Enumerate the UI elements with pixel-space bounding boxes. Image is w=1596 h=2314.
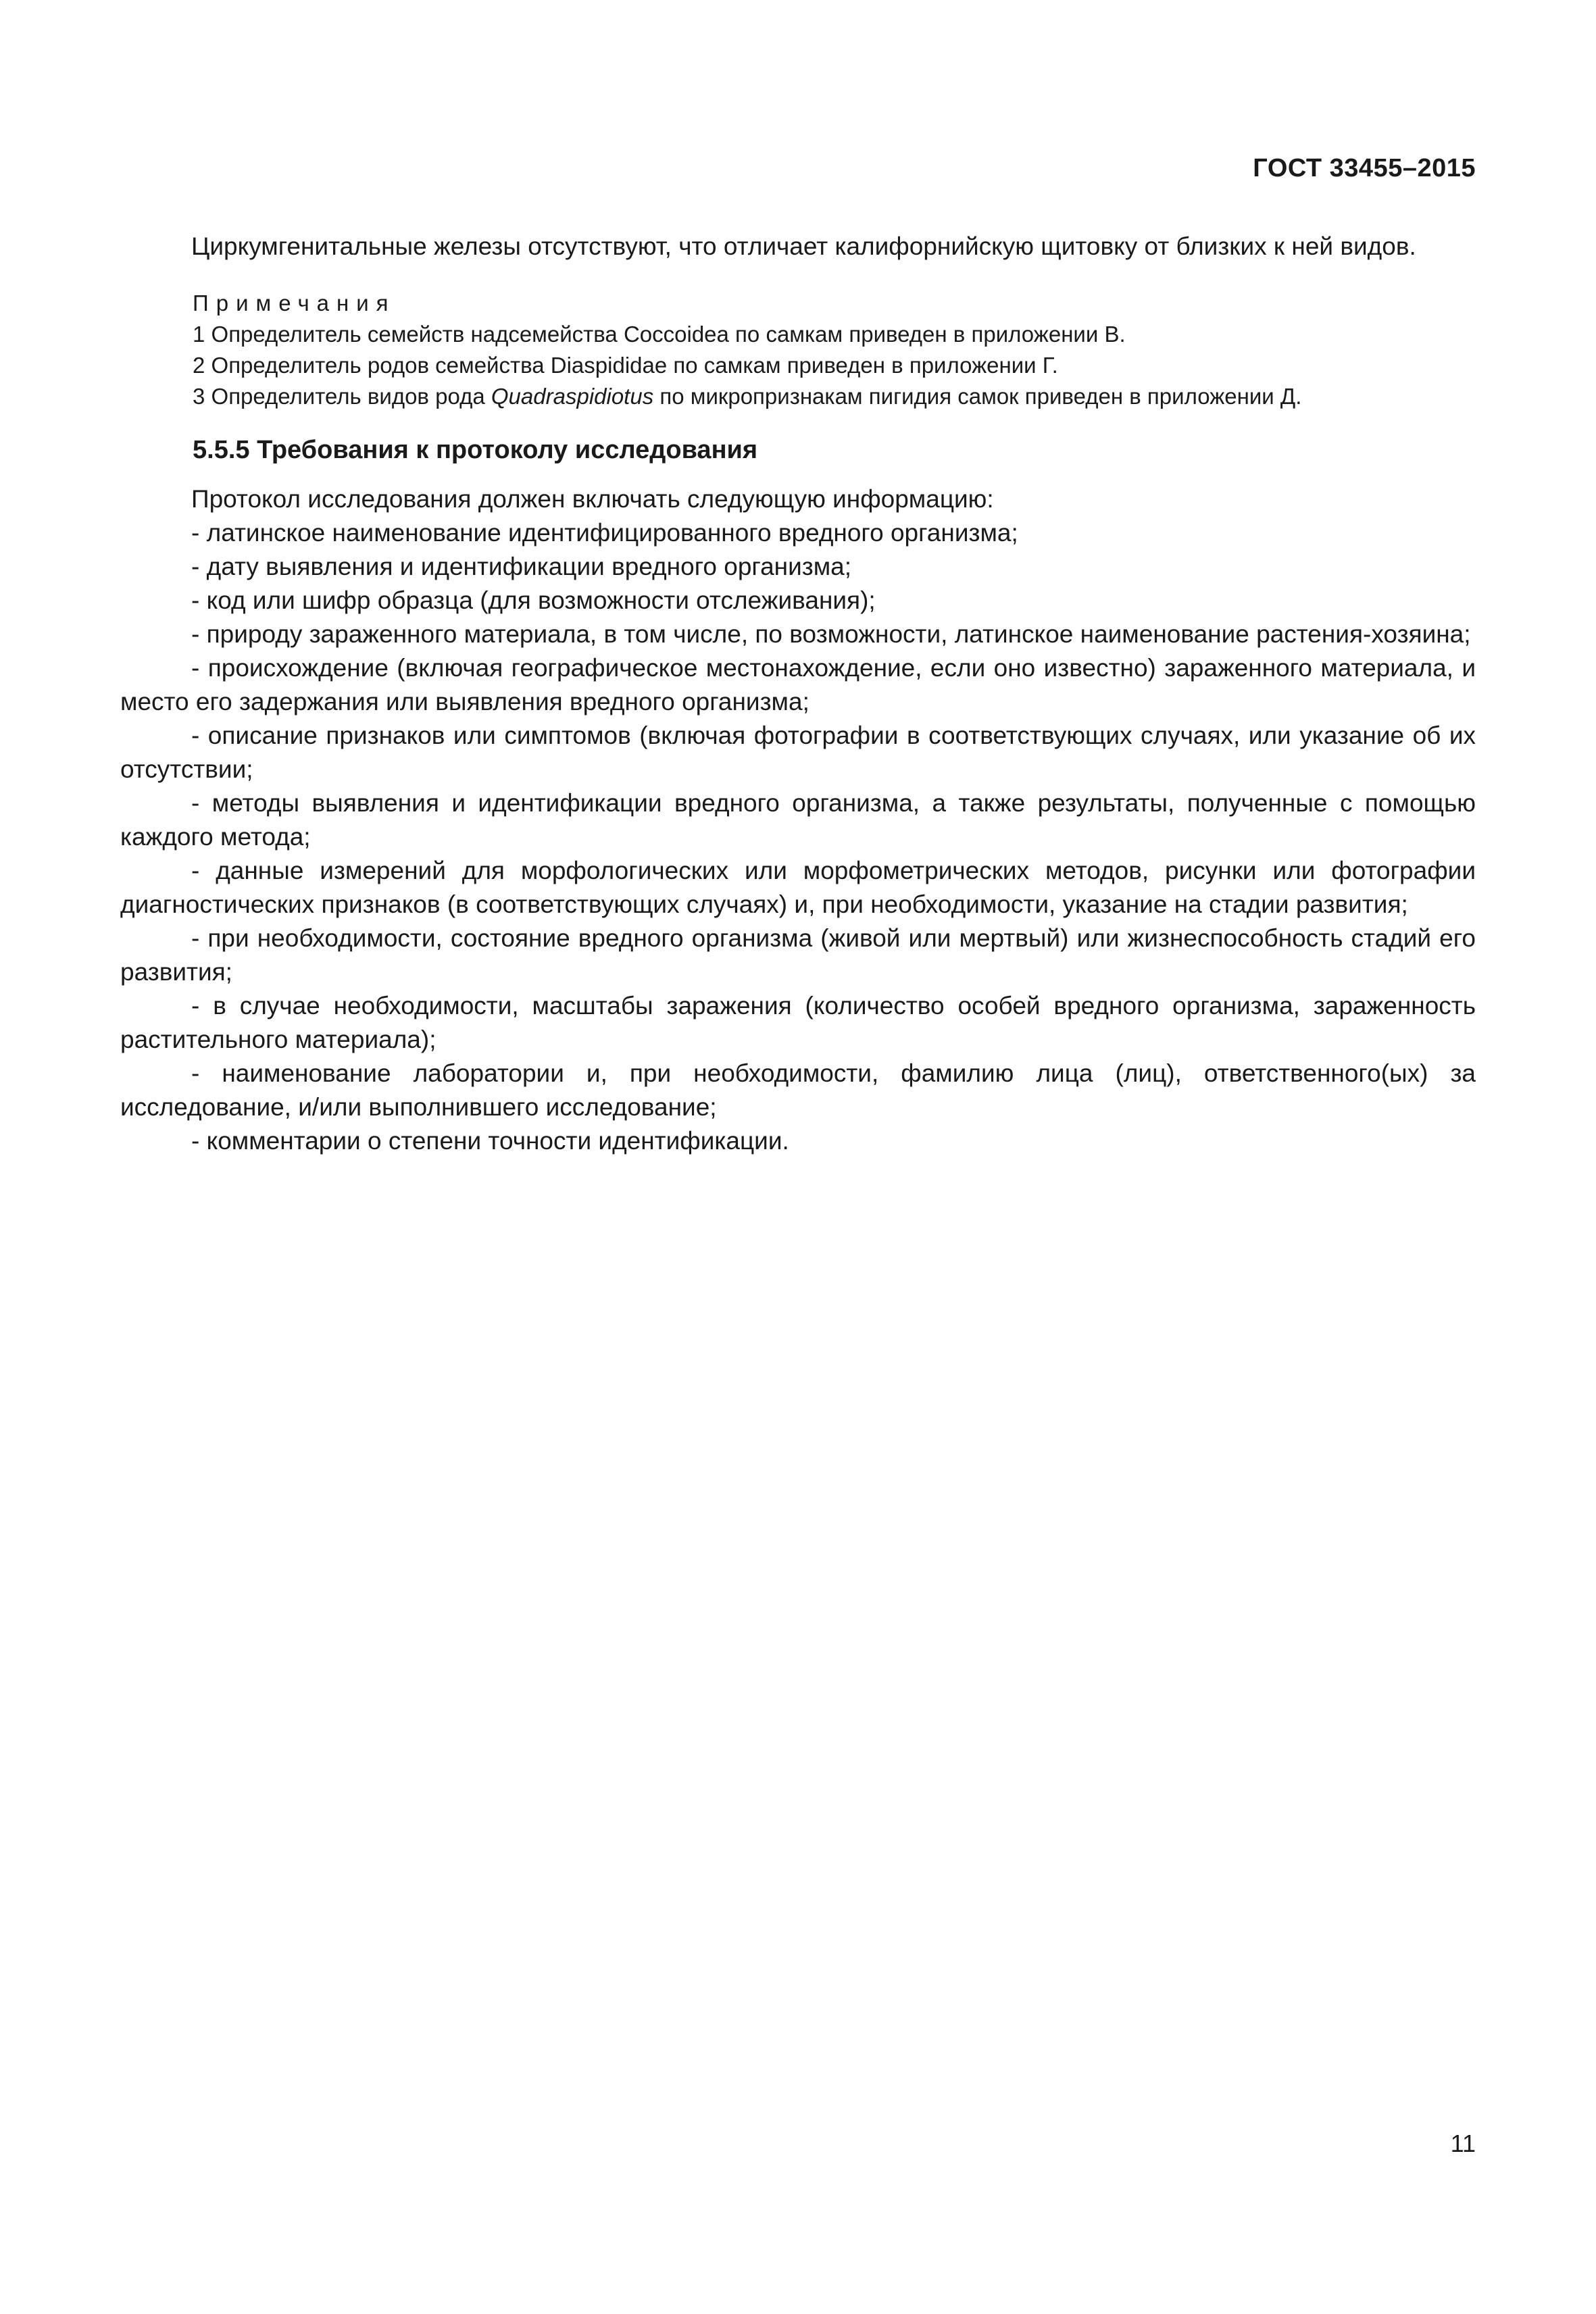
list-item: - в случае необходимости, масштабы заражения (количество особей вредного организма, зараженность растительного материала); [120, 992, 1476, 1053]
list-item: - происхождение (включая географическое местонахождение, если оно известно) зараженного материала, и место его задержания или выявления вредного организма; [120, 654, 1476, 715]
list-item: - описание признаков или симптомов (включая фотографии в соответствующих случаях, или указание об их отсутствии; [120, 722, 1476, 783]
list-item: - латинское наименование идентифицированного вредного организма; [191, 519, 1018, 547]
notes-block [193, 288, 1476, 412]
note-item: 3 Определитель видов рода Quadraspidiotus по микропризнакам пигидия самок приведен в приложении Д. [193, 384, 1302, 409]
list-item: - дату выявления и идентификации вредного организма; [191, 553, 852, 580]
list-item: - методы выявления и идентификации вредного организма, а также результаты, полученные с помощью каждого метода; [120, 789, 1476, 851]
notes-title: Примечания [193, 291, 396, 316]
section-heading: 5.5.5 Требования к протоколу исследования [193, 436, 758, 464]
list-item: - природу зараженного материала, в том числе, по возможности, латинское наименование растения-хозяина; [191, 620, 1471, 648]
note-item: 2 Определитель родов семейства Diaspididae по самкам приведен в приложении Г. [193, 353, 1058, 378]
section-lead: Протокол исследования должен включать следующую информацию: [191, 485, 994, 513]
list-item: - при необходимости, состояние вредного организма (живой или мертвый) или жизнеспособность стадий его развития; [120, 924, 1476, 986]
list-item: - данные измерений для морфологических или морфометрических методов, рисунки или фотографии диагностических признаков (в соответствующих случаях) и, при необходимости, указание на стадии развития; [120, 857, 1476, 918]
list-item: - комментарии о степени точности идентификации. [191, 1127, 789, 1155]
page-number: 11 [1450, 2130, 1476, 2157]
intro-paragraph: Циркумгенитальные железы отсутствуют, что отличает калифорнийскую щитовку от близких к ней видов. [191, 232, 1416, 260]
list-item: - наименование лаборатории и, при необходимости, фамилию лица (лиц), ответственного(ых) за исследование, и/или выполнившего исследование; [120, 1059, 1476, 1121]
main-content [120, 230, 1476, 1158]
note-item: 1 Определитель семейств надсемейства Coccoidea по самкам приведен в приложении В. [193, 322, 1126, 347]
standard-code-header: ГОСТ 33455–2015 [1253, 154, 1476, 182]
section-body [120, 482, 1476, 1158]
list-item: - код или шифр образца (для возможности отслеживания); [191, 586, 876, 614]
